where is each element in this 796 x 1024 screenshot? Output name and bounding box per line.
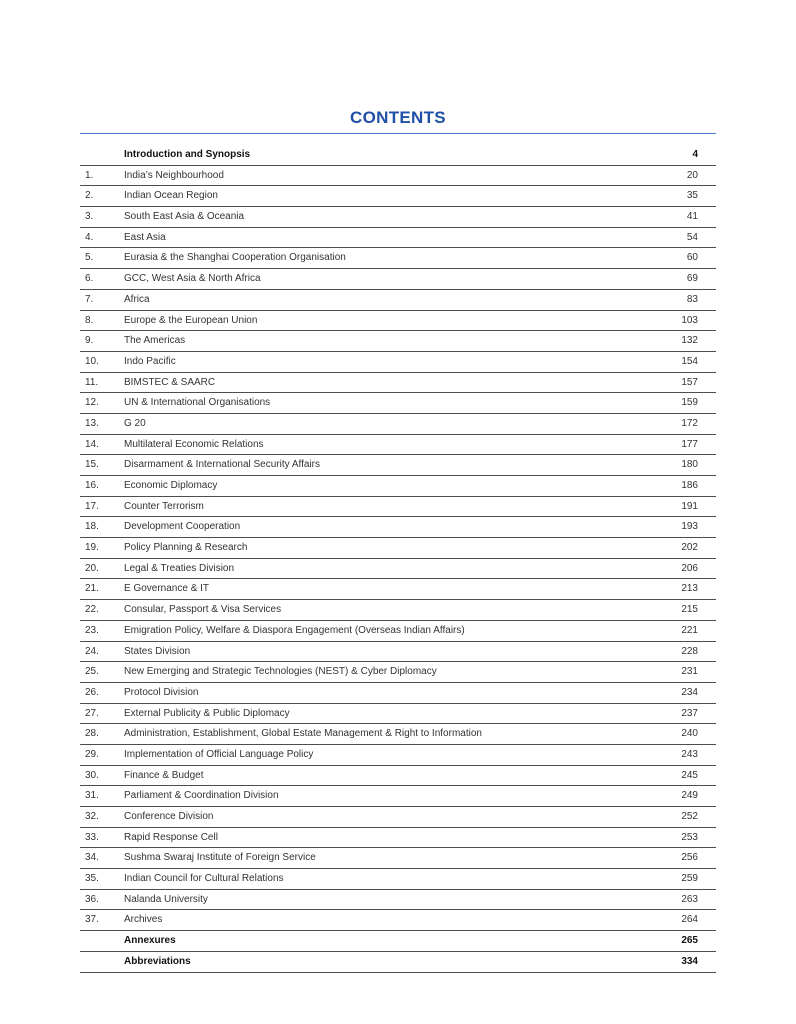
toc-entry-number: 5.	[85, 252, 94, 264]
toc-entry-page: 206	[681, 562, 698, 574]
toc-entry[interactable]	[80, 890, 716, 911]
toc-entry-label: Development Cooperation	[124, 521, 241, 533]
toc-entry[interactable]	[80, 559, 716, 580]
toc-entry-label: Africa	[124, 293, 150, 305]
toc-entry[interactable]	[80, 704, 716, 725]
toc-entry-label: Annexures	[124, 935, 176, 947]
toc-entry[interactable]	[80, 269, 716, 290]
toc-entry-page: 334	[681, 955, 698, 967]
toc-entry-page: 154	[681, 355, 698, 367]
toc-entry-number: 3.	[85, 211, 94, 223]
toc-entry[interactable]	[80, 393, 716, 414]
toc-entry-label: Rapid Response Cell	[124, 831, 218, 843]
title-divider	[80, 133, 716, 134]
toc-entry-number: 25.	[85, 666, 99, 678]
toc-entry-label: Consular, Passport & Visa Services	[124, 604, 282, 616]
toc-entry-number: 29.	[85, 748, 99, 760]
toc-entry-page: 213	[681, 583, 698, 595]
toc-entry-label: GCC, West Asia & North Africa	[124, 273, 261, 285]
toc-entry-number: 1.	[85, 169, 94, 181]
toc-entry[interactable]	[80, 497, 716, 518]
toc-entry[interactable]	[80, 766, 716, 787]
toc-entry-number: 2.	[85, 190, 94, 202]
toc-entry[interactable]	[80, 910, 716, 931]
toc-entry[interactable]	[80, 248, 716, 269]
toc-entry-number: 14.	[85, 438, 99, 450]
toc-entry-label: Emigration Policy, Welfare & Diaspora Engagement (Overseas Indian Affairs)	[124, 624, 465, 636]
toc-entry[interactable]	[80, 600, 716, 621]
toc-entry-number: 19.	[85, 542, 99, 554]
toc-entry-page: 259	[681, 873, 698, 885]
toc-entry-page: 159	[681, 397, 698, 409]
toc-entry[interactable]	[80, 435, 716, 456]
toc-entry[interactable]	[80, 931, 716, 952]
toc-entry-page: 234	[681, 686, 698, 698]
toc-entry-number: 35.	[85, 873, 99, 885]
toc-entry-page: 256	[681, 852, 698, 864]
toc-entry[interactable]	[80, 828, 716, 849]
toc-entry[interactable]	[80, 745, 716, 766]
toc-entry[interactable]	[80, 538, 716, 559]
toc-entry-label: Finance & Budget	[124, 769, 204, 781]
toc-entry[interactable]	[80, 848, 716, 869]
toc-entry-page: 243	[681, 748, 698, 760]
toc-entry-page: 20	[686, 169, 698, 181]
toc-entry-label: E Governance & IT	[124, 583, 210, 595]
toc-entry[interactable]	[80, 724, 716, 745]
toc-entry[interactable]	[80, 807, 716, 828]
toc-entry[interactable]	[80, 352, 716, 373]
toc-entry-number: 7.	[85, 293, 94, 305]
toc-entry-label: South East Asia & Oceania	[124, 211, 245, 223]
toc-entry-page: 180	[681, 459, 698, 471]
toc-entry-number: 34.	[85, 852, 99, 864]
toc-entry-page: 172	[681, 417, 698, 429]
toc-entry-label: External Publicity & Public Diplomacy	[124, 707, 290, 719]
toc-entry-number: 10.	[85, 355, 99, 367]
toc-entry[interactable]	[80, 186, 716, 207]
toc-entry-page: 245	[681, 769, 698, 781]
toc-entry-number: 30.	[85, 769, 99, 781]
toc-entry-number: 23.	[85, 624, 99, 636]
toc-entry-page: 237	[681, 707, 698, 719]
toc-entry-number: 26.	[85, 686, 99, 698]
toc-entry[interactable]	[80, 145, 716, 166]
toc-entry[interactable]	[80, 642, 716, 663]
toc-entry-number: 13.	[85, 417, 99, 429]
toc-entry-number: 28.	[85, 728, 99, 740]
toc-entry-page: 157	[681, 376, 698, 388]
toc-entry-label: Legal & Treaties Division	[124, 562, 235, 574]
toc-entry-page: 252	[681, 811, 698, 822]
page-title: CONTENTS	[350, 108, 446, 127]
toc-entry-number: 12.	[85, 397, 99, 409]
toc-entry-number: 36.	[85, 893, 99, 905]
toc-entry-number: 11.	[85, 376, 99, 388]
toc-entry-number: 37.	[85, 914, 99, 926]
toc-entry[interactable]	[80, 869, 716, 890]
toc-entry-label: Introduction and Synopsis	[124, 149, 251, 160]
toc-entry-number: 16.	[85, 480, 99, 491]
toc-entry-page: 240	[681, 728, 698, 740]
toc-entry-page: 263	[681, 893, 698, 905]
toc-entry-page: 221	[681, 624, 698, 636]
toc-entry-label: New Emerging and Strategic Technologies (NEST) & Cyber Diplomacy	[124, 666, 437, 678]
toc-entry[interactable]	[80, 228, 716, 249]
toc-entry-page: 191	[681, 500, 698, 512]
toc-entry-page: 249	[681, 790, 698, 802]
toc-entry-page: 177	[681, 438, 698, 450]
toc-entry-number: 20.	[85, 562, 99, 574]
toc-entry-number: 4.	[85, 231, 94, 243]
toc-entry-page: 60	[686, 252, 698, 264]
toc-entry[interactable]	[80, 621, 716, 642]
table-of-contents	[80, 145, 716, 973]
toc-entry[interactable]	[80, 662, 716, 683]
toc-entry-label: BIMSTEC & SAARC	[124, 376, 216, 388]
toc-entry[interactable]	[80, 414, 716, 435]
toc-entry[interactable]	[80, 579, 716, 600]
toc-entry-page: 264	[681, 914, 698, 926]
toc-entry[interactable]	[80, 166, 716, 187]
toc-entry[interactable]	[80, 683, 716, 704]
toc-entry-label: Conference Division	[124, 811, 214, 822]
toc-entry[interactable]	[80, 455, 716, 476]
toc-entry-label: East Asia	[124, 231, 166, 243]
toc-entry-label: Protocol Division	[124, 686, 199, 698]
toc-entry-label: G 20	[124, 417, 146, 429]
toc-entry-page: 265	[681, 935, 698, 947]
toc-entry-label: India’s Neighbourhood	[124, 169, 224, 181]
toc-entry-label: Eurasia & the Shanghai Cooperation Organisation	[124, 252, 346, 264]
toc-entry-page: 69	[686, 273, 698, 285]
toc-entry-number: 21.	[85, 583, 99, 595]
toc-entry-label: The Americas	[124, 335, 186, 347]
toc-entry-number: 17.	[85, 500, 99, 512]
toc-entry-number: 9.	[85, 335, 94, 347]
toc-entry-number: 27.	[85, 707, 99, 719]
toc-entry-page: 103	[681, 314, 698, 326]
toc-entry-page: 132	[681, 335, 698, 347]
toc-entry-page: 215	[681, 604, 698, 616]
toc-entry-label: Abbreviations	[124, 955, 191, 967]
toc-entry-number: 8.	[85, 314, 94, 326]
toc-entry[interactable]	[80, 311, 716, 332]
toc-entry-label: Nalanda University	[124, 893, 208, 905]
toc-entry-label: Indian Ocean Region	[124, 190, 218, 202]
toc-entry-label: Multilateral Economic Relations	[124, 438, 264, 450]
toc-entry[interactable]	[80, 786, 716, 807]
toc-entry-label: Archives	[124, 914, 163, 926]
toc-entry-page: 231	[681, 666, 698, 678]
toc-entry[interactable]	[80, 207, 716, 228]
toc-entry[interactable]	[80, 476, 716, 497]
toc-entry-page: 35	[686, 190, 698, 202]
toc-entry-label: Parliament & Coordination Division	[124, 790, 279, 802]
toc-entry-number: 22.	[85, 604, 99, 616]
toc-entry-label: Europe & the European Union	[124, 314, 258, 326]
toc-entry-label: Disarmament & International Security Affairs	[124, 459, 321, 471]
toc-entry-label: Indo Pacific	[124, 355, 176, 367]
toc-entry-number: 6.	[85, 273, 94, 285]
toc-entry-page: 41	[686, 211, 698, 223]
toc-entry[interactable]	[80, 517, 716, 538]
toc-entry-number: 33.	[85, 831, 99, 843]
toc-entry-label: Sushma Swaraj Institute of Foreign Service	[124, 852, 316, 864]
toc-entry-page: 253	[681, 831, 698, 843]
toc-entry-label: Administration, Establishment, Global Estate Management & Right to Information	[124, 728, 482, 740]
toc-entry[interactable]	[80, 331, 716, 352]
toc-entry[interactable]	[80, 290, 716, 311]
toc-entry-page: 54	[686, 231, 698, 243]
toc-entry-page: 228	[681, 645, 698, 657]
toc-entry-label: Implementation of Official Language Policy	[124, 748, 314, 760]
toc-entry-number: 24.	[85, 645, 99, 657]
toc-entry-page: 83	[686, 293, 698, 305]
toc-entry-label: States Division	[124, 645, 191, 657]
toc-entry-label: Counter Terrorism	[124, 500, 204, 512]
toc-entry-label: Economic Diplomacy	[124, 480, 218, 491]
toc-entry-number: 31.	[85, 790, 99, 802]
toc-entry-page: 193	[681, 521, 698, 533]
toc-entry-page: 4	[692, 149, 698, 160]
toc-entry-label: Policy Planning & Research	[124, 542, 248, 554]
toc-entry-number: 15.	[85, 459, 99, 471]
toc-entry[interactable]	[80, 373, 716, 394]
toc-entry-page: 186	[681, 480, 698, 491]
toc-entry[interactable]	[80, 952, 716, 973]
toc-entry-number: 18.	[85, 521, 99, 533]
toc-entry-label: UN & International Organisations	[124, 397, 271, 409]
toc-entry-number: 32.	[85, 811, 99, 822]
toc-entry-label: Indian Council for Cultural Relations	[124, 873, 284, 885]
toc-entry-page: 202	[681, 542, 698, 554]
